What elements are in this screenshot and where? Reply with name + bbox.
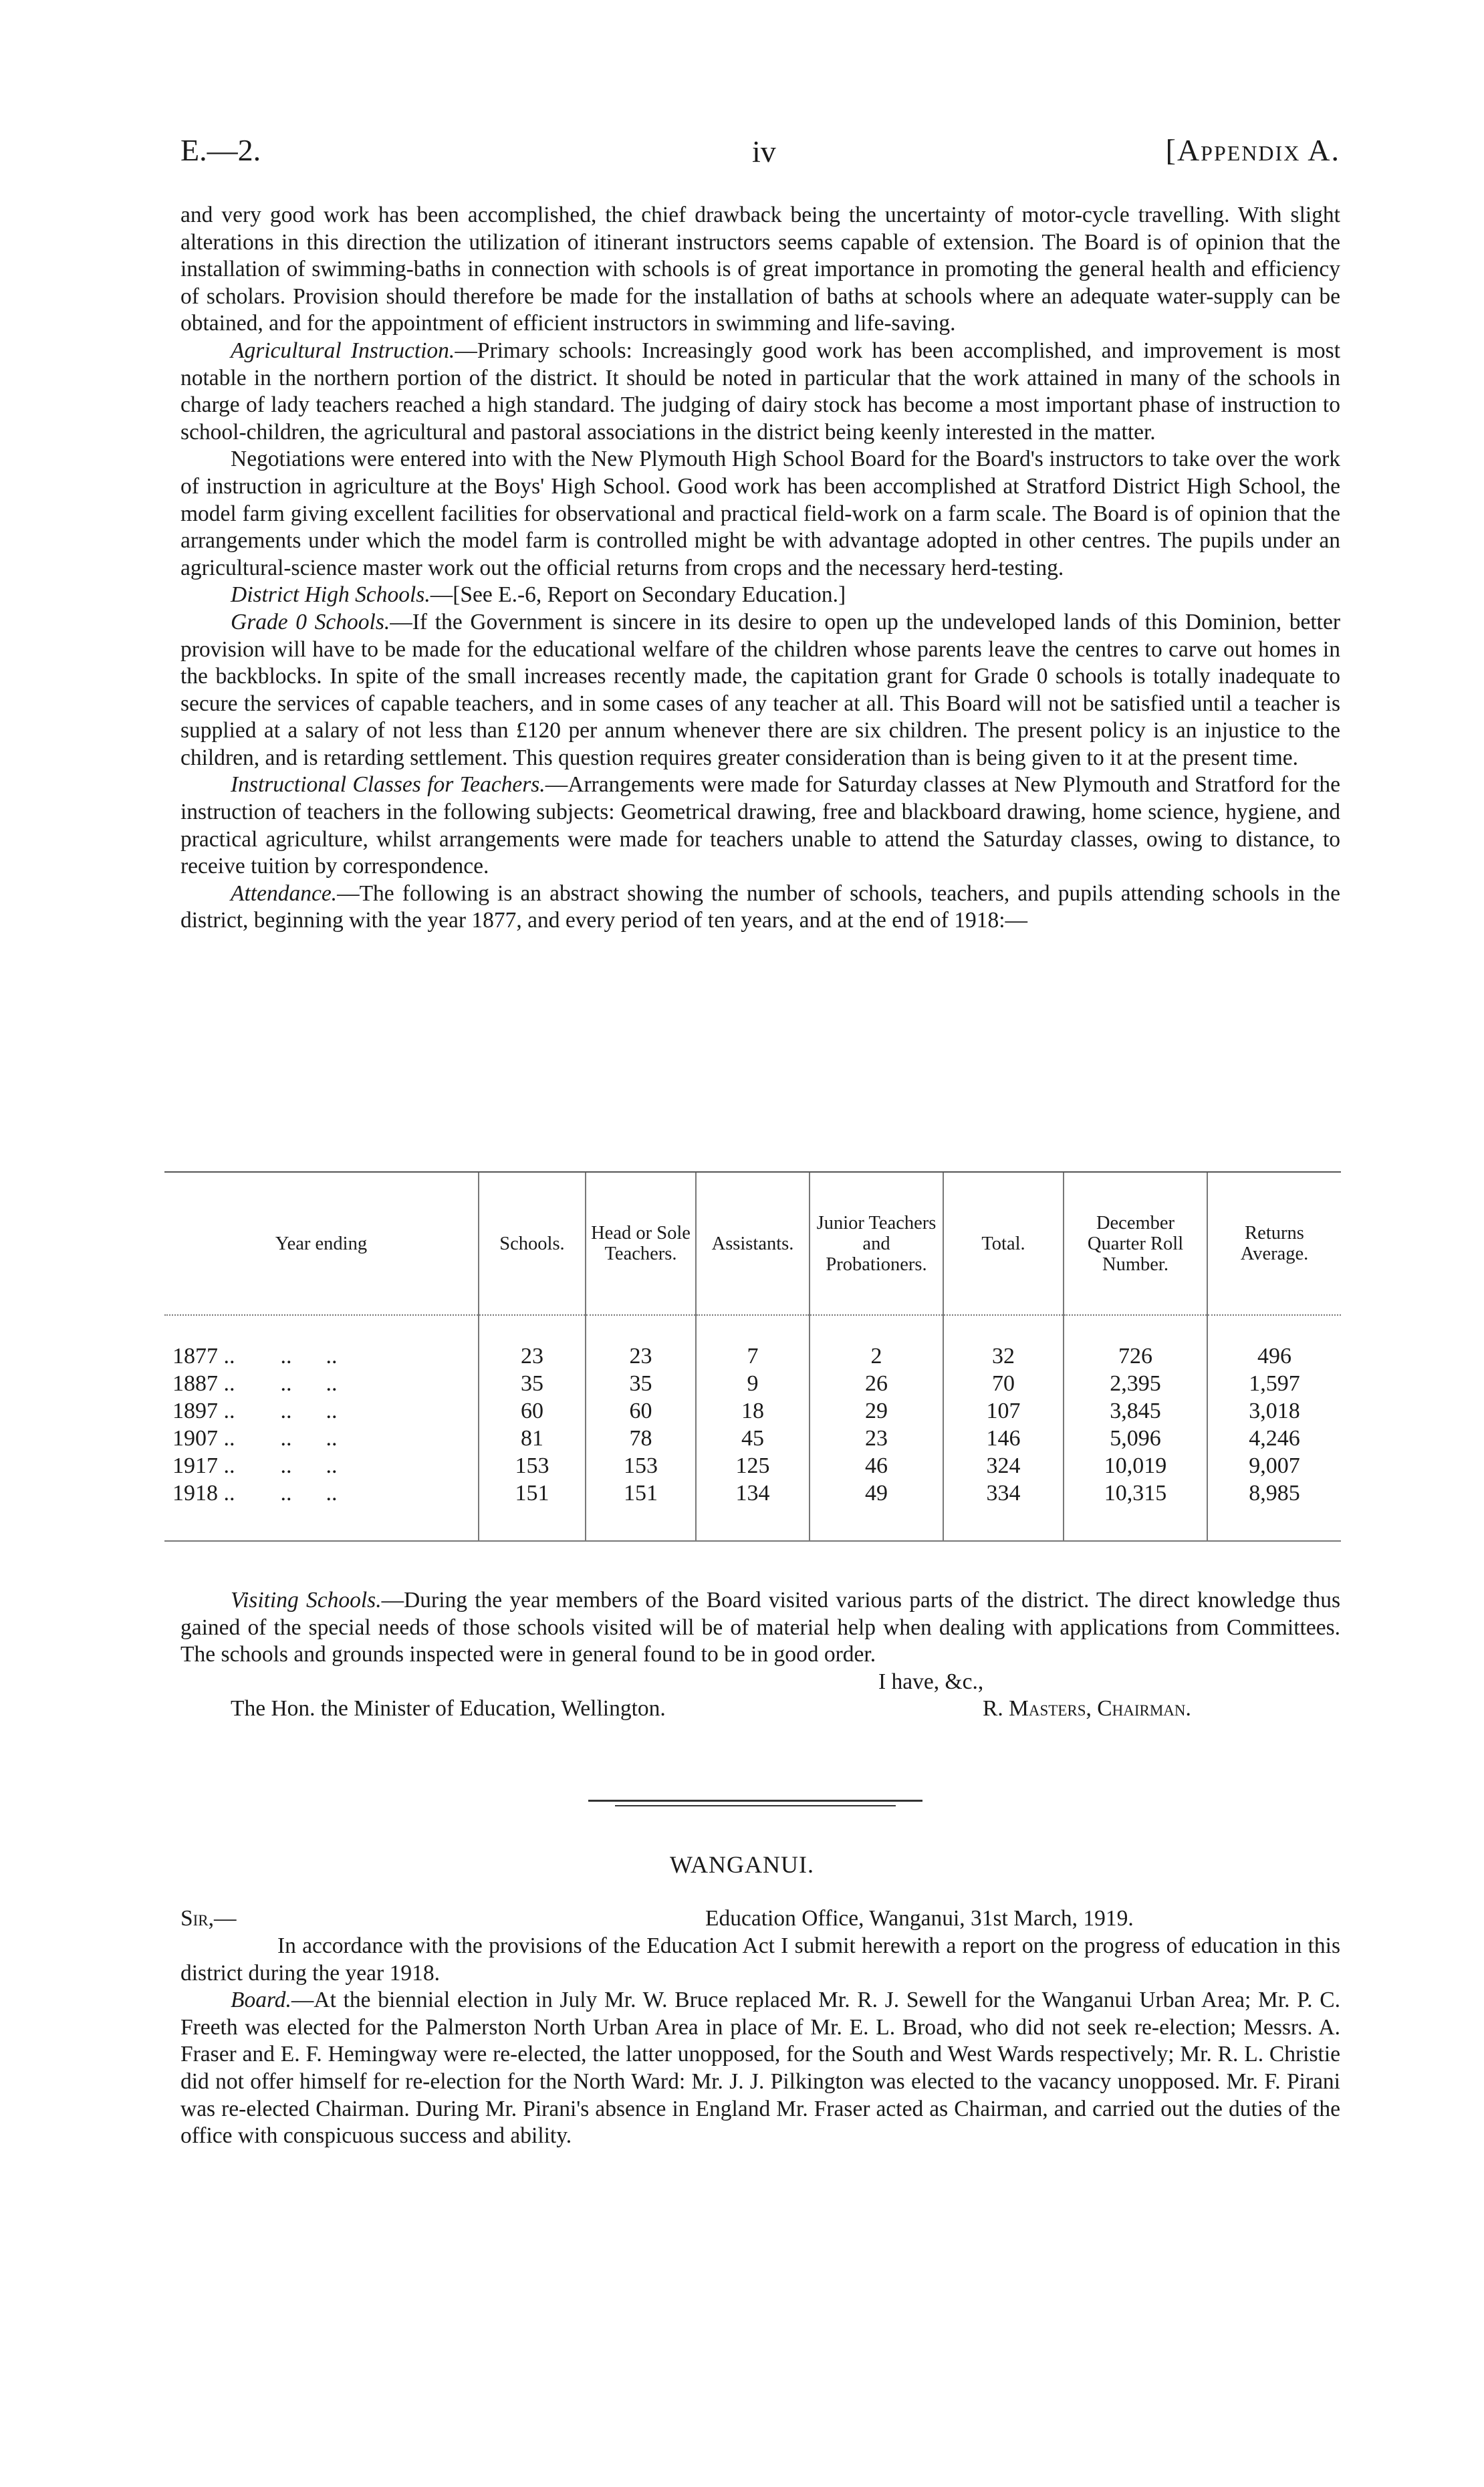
attendance-table bbox=[164, 1171, 1341, 1542]
table-row: 1897 .. .. .. 60 60 18 29 107 3,845 3,018 bbox=[164, 1397, 1341, 1425]
paragraph-visiting: Visiting Schools.—During the year members of the Board visited various parts of the district. The direct knowledge thus gained of the special needs of those schools visited will be of material help when dealing with applications from Committees. The schools and grounds inspected were in general found to be in good order. bbox=[180, 1588, 1340, 1667]
paragraph-agricultural: Agricultural Instruction.—Primary schools: Increasingly good work has been accomplished, and improvement is most notable in the northern portion of the district. It should be noted in particular that the work attained in many of the schools in charge of lady teachers reached a high standard. The judging of dairy stock has become a most important phase of instruction to school-children, the agricultural and pastoral associations in the district being keenly interested in the matter. bbox=[180, 338, 1340, 445]
table-row: 1887 .. .. .. 35 35 9 26 70 2,395 1,597 bbox=[164, 1370, 1341, 1397]
dateline: Education Office, Wanganui, 31st March, 1919. bbox=[705, 1906, 1134, 1931]
col-assistants: Assistants. bbox=[696, 1172, 810, 1315]
paragraph-district-high: District High Schools.—[See E.-6, Report on Secondary Education.] bbox=[231, 582, 846, 608]
signature: R. Masters, Chairman. bbox=[983, 1696, 1191, 1721]
table-row: 1917 .. .. .. 153 153 125 46 324 10,019 9,007 bbox=[164, 1452, 1341, 1479]
paragraph-introduction: In accordance with the provisions of the Education Act I submit herewith a report on the progress of education in this district during the year 1918. bbox=[180, 1933, 1340, 1986]
paragraph-board: Board.—At the biennial election in July Mr. W. Bruce replaced Mr. R. J. Sewell for the Wanganui Urban Area; Mr. P. C. Freeth was elected for the Palmerston North Urban Area in place of Mr. E. L. Broad, who did not seek re-election; Messrs. A. Fraser and E. F. Hemingway were re-elected, the latter unopposed, for the South and West Wards respectively; Mr. R. L. Christie did not offer himself for re-election for the North Ward: Mr. J. J. Pilkington was elected to the vacancy unopposed. Mr. F. Pirani was re-elected Chairman. During Mr. Pirani's absence in England Mr. Fraser acted as Chairman, and carried out the duties of the office with conspicuous success and ability. bbox=[180, 1988, 1340, 2149]
header-page-number: iv bbox=[752, 134, 776, 168]
table-row: 1877 .. .. .. 23 23 7 2 32 726 496 bbox=[164, 1342, 1341, 1370]
closing-line: I have, &c., bbox=[878, 1669, 984, 1694]
col-returns-average: Returns Average. bbox=[1207, 1172, 1341, 1315]
section-title-wanganui: WANGANUI. bbox=[670, 1851, 814, 1878]
paragraph-instructional: Instructional Classes for Teachers.—Arrangements were made for Saturday classes at New Plymouth and Stratford for the instruction of teachers in the following subjects: Geometrical drawing, free and blackboard drawing, home science, hygiene, and practical agriculture, whilst arrangements were made for teachers unable to attend the Saturday classes, owing to distance, to receive tuition by correspondence. bbox=[180, 772, 1340, 879]
col-year: Year ending bbox=[164, 1172, 479, 1315]
heading-board: Board. bbox=[231, 1988, 291, 2013]
col-total: Total. bbox=[943, 1172, 1064, 1315]
paragraph-negotiations: Negotiations were entered into with the New Plymouth High School Board for the Board's instructors to take over the work of instruction in agriculture at the Boys' High School. Good work has been accomplished at Stratford District High School, the model farm giving excellent facilities for observational and practical field-work on a farm scale. The Board is of opinion that the arrangements under which the model farm is controlled might be with advantage adopted in other centres. The pupils under an agricultural-science master work out the official returns from crops and the necessary herd-testing. bbox=[180, 447, 1340, 580]
heading-grade-0: Grade 0 Schools. bbox=[231, 609, 390, 634]
report-body-upper bbox=[180, 202, 1340, 935]
section-divider bbox=[588, 1800, 922, 1802]
table-header-row bbox=[164, 1172, 1341, 1315]
paragraph-grade-0: Grade 0 Schools.—If the Government is sincere in its desire to open up the undeveloped lands of this Dominion, better provision will have to be made for the educational welfare of the children whose parents leave the centres to carve out homes in the backblocks. In spite of the small increases recently made, the capitation grant for Grade 0 schools is totally inadequate to secure the services of capable teachers, and in some cases of any teacher at all. This Board will not be satisfied until a teacher is supplied at a salary of not less than £120 per annum whenever there are six children. The present policy is an injustice to the children, and is retarding settlement. This question requires greater consideration than is being given to it at the present time. bbox=[180, 609, 1341, 770]
paragraph-swimming: and very good work has been accomplished, the chief drawback being the uncertainty of motor-cycle travelling. With slight alterations in this direction the utilization of itinerant instructors seems capable of extension. The Board is of opinion that the installation of swimming-baths in connection with schools is of great importance in promoting the general health and efficiency of scholars. Provision should therefore be made for the installation of baths at schools where an adequate water-supply can be obtained, and for the appointment of efficient instructors in swimming and life-saving. bbox=[180, 203, 1340, 336]
section-divider-thin bbox=[615, 1805, 896, 1806]
paragraph-attendance: Attendance.—The following is an abstract showing the number of schools, teachers, and pupils attending schools in the district, beginning with the year 1877, and every period of ten years, and at the end of 1918:— bbox=[180, 880, 1340, 933]
col-head-teachers: Head or Sole Teachers. bbox=[586, 1172, 696, 1315]
heading-attendance: Attendance. bbox=[231, 880, 338, 906]
col-roll-number: December Quarter Roll Number. bbox=[1064, 1172, 1207, 1315]
col-schools: Schools. bbox=[479, 1172, 586, 1315]
heading-district-high: District High Schools. bbox=[231, 582, 430, 608]
page-header bbox=[180, 132, 1340, 172]
header-series: E.—2. bbox=[180, 133, 261, 167]
report-body-visiting bbox=[180, 1587, 1340, 1669]
header-appendix: [Appendix A. bbox=[1165, 133, 1340, 167]
table-row: 1907 .. .. .. 81 78 45 23 146 5,096 4,246 bbox=[164, 1425, 1341, 1452]
col-junior-teachers: Junior Teachers and Probationers. bbox=[810, 1172, 943, 1315]
table-row: 1918 .. .. .. 151 151 134 49 334 10,315 8,985 bbox=[164, 1479, 1341, 1507]
salutation: Sir,— bbox=[180, 1906, 237, 1931]
addressee: The Hon. the Minister of Education, Wellington. bbox=[231, 1696, 666, 1721]
heading-instructional: Instructional Classes for Teachers. bbox=[231, 772, 545, 798]
heading-visiting: Visiting Schools. bbox=[231, 1588, 382, 1613]
heading-agricultural: Agricultural Instruction. bbox=[231, 338, 455, 363]
report-body-wanganui bbox=[180, 1933, 1340, 2150]
